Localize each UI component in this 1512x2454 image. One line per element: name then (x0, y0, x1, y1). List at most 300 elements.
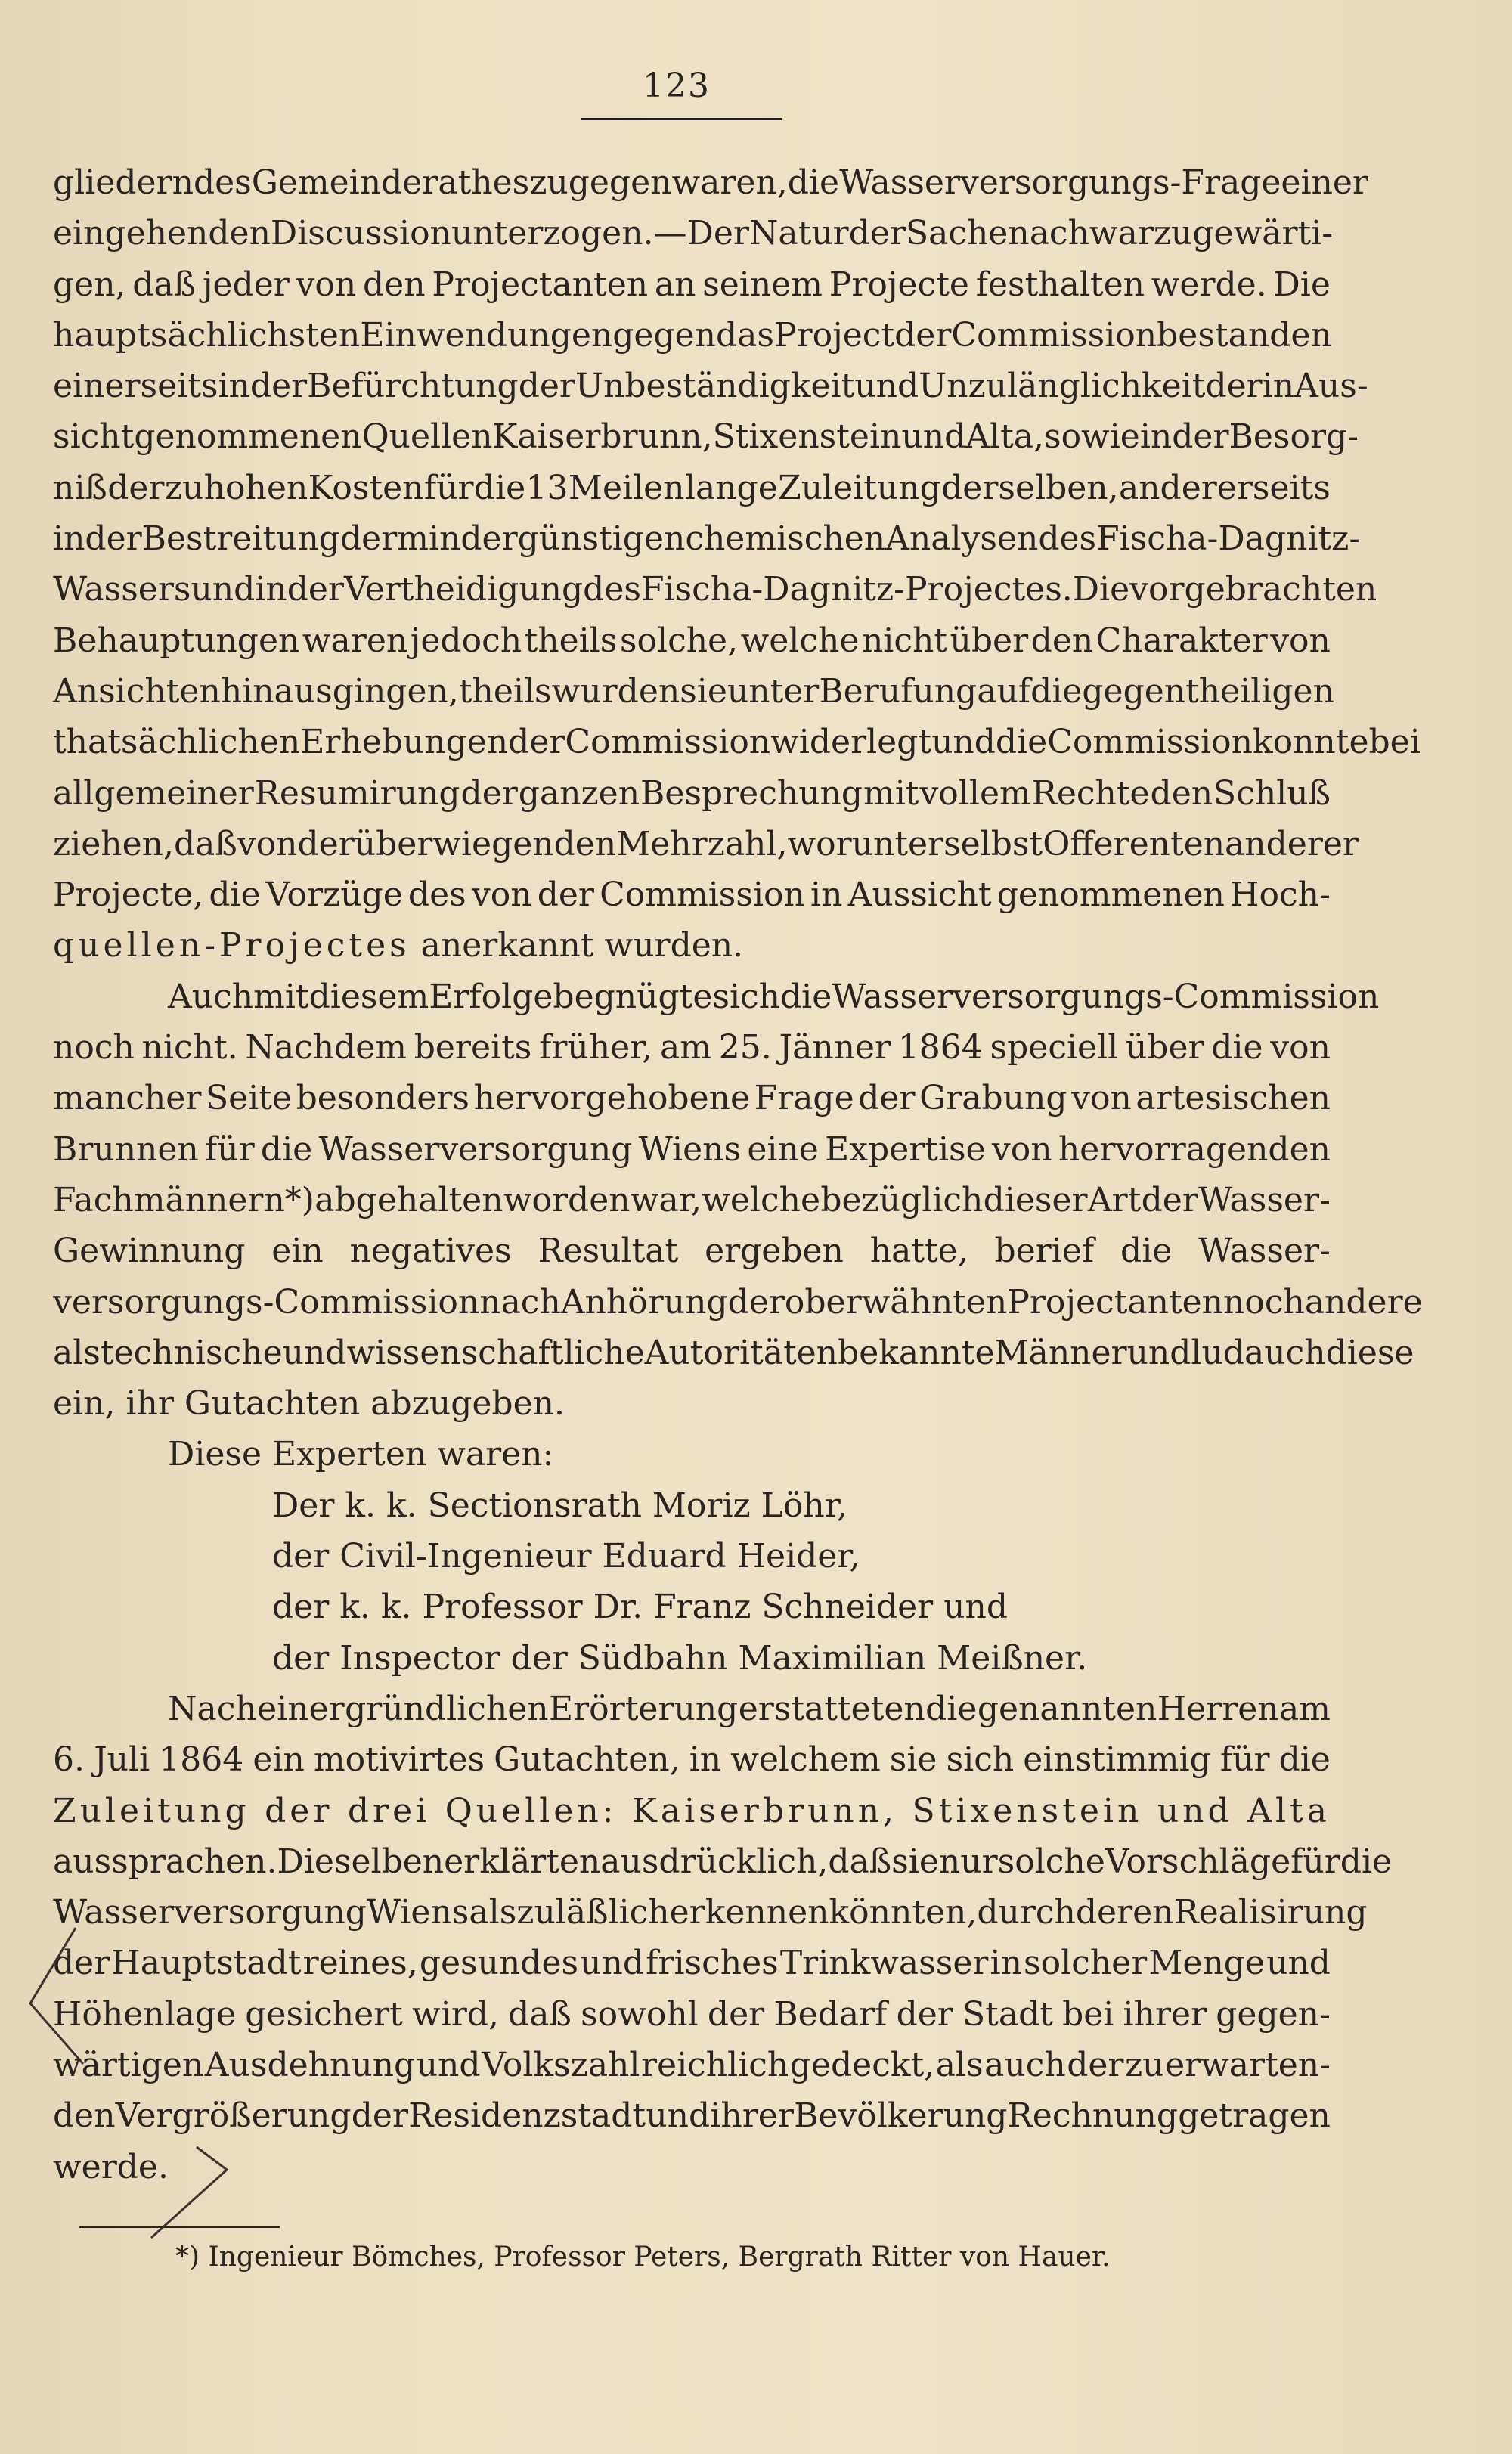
word: der (707, 1994, 765, 2034)
word: Grabung (919, 1079, 1067, 1118)
expert-entry: der Inspector der Südbahn Maximilian Meißner. (272, 1638, 1088, 1678)
word: Zuleitung (778, 468, 941, 507)
word: ganzen (518, 773, 640, 813)
word: Seite (205, 1079, 292, 1118)
word: thatsächlichen (53, 723, 301, 762)
word: wird, (412, 1994, 499, 2034)
word: sich (946, 1740, 1015, 1780)
word: welche (702, 1180, 821, 1219)
word: der (339, 519, 398, 559)
word: die (260, 1129, 313, 1169)
word: erklärten (444, 1842, 601, 1881)
word: und (1157, 1791, 1233, 1830)
word: Berufung (819, 671, 978, 711)
word: lange (684, 468, 778, 507)
word: an (654, 265, 696, 304)
word: Herren (1157, 1689, 1279, 1728)
word: als (53, 1333, 101, 1372)
text-line (53, 1175, 1331, 1225)
word: nicht (861, 621, 948, 660)
word: Kosten (308, 468, 424, 507)
text-line (53, 971, 1380, 1022)
word: versorgungs-Commission (53, 1282, 480, 1322)
word: Kaiserbrunn, (631, 1791, 898, 1830)
word: Art (1087, 1180, 1142, 1219)
word: Projecte, (53, 875, 204, 915)
word: diese (1325, 1333, 1414, 1372)
word: Hoch- (1230, 875, 1331, 915)
text-line (53, 666, 1334, 717)
word: Erörterung (549, 1689, 739, 1728)
word: in (1139, 417, 1173, 457)
word: Unzulänglichkeit (919, 367, 1206, 406)
word: sowie (1043, 417, 1140, 457)
word: und (901, 417, 966, 457)
word: Vorschläge (1105, 1842, 1291, 1881)
word: und (854, 367, 919, 406)
word: erkennen (669, 1893, 829, 1932)
word: Fischa-Dagnitz- (1096, 519, 1361, 559)
word: sich (712, 977, 780, 1016)
word: und (931, 723, 996, 762)
word: als (469, 1893, 517, 1932)
text-line (53, 819, 1359, 869)
word: vollem (919, 773, 1031, 813)
word: der (1141, 1180, 1198, 1219)
word: die (1030, 671, 1083, 711)
word: für (1290, 1842, 1340, 1881)
word: der (848, 214, 906, 253)
word: sie (889, 1740, 937, 1780)
text-line (53, 361, 1368, 411)
word: gegen- (1216, 1994, 1331, 2034)
word: 13 (525, 468, 569, 507)
word: der (249, 367, 308, 406)
word: des (407, 875, 466, 915)
word: deren (1075, 1893, 1174, 1932)
word: Commission (600, 875, 805, 915)
word: Kaiserbrunn, (492, 417, 713, 457)
paragraph-1 (53, 157, 1421, 971)
word: die (473, 468, 526, 507)
word: sie (891, 1842, 939, 1881)
word: Wasser- (1198, 1232, 1331, 1271)
word: der (518, 367, 575, 406)
word: Residenzstadt (408, 2096, 646, 2136)
word: Trinkwasser (779, 1944, 989, 1983)
text-line (53, 1786, 1331, 1836)
word: wärtigen (53, 2045, 204, 2084)
word: Resumirung (254, 773, 460, 813)
word: festhalten (975, 265, 1145, 304)
word: seinem (702, 265, 823, 304)
word: bei (1368, 723, 1421, 762)
word: Discussion (270, 214, 451, 253)
word: daß (828, 1842, 892, 1881)
word: in (990, 1944, 1022, 1983)
word: einer (257, 1689, 345, 1728)
word: mancher (53, 1079, 202, 1118)
word: der (460, 773, 518, 813)
word: Project (774, 315, 895, 355)
word: Autoritäten (644, 1333, 838, 1372)
word: gen, (53, 265, 126, 304)
word: theils (524, 621, 618, 660)
word: Brunnen (53, 1129, 199, 1169)
word: auch (984, 2045, 1066, 2084)
word: gewärti- (1192, 214, 1334, 253)
word: bei (1062, 1994, 1114, 2034)
word: und (416, 2045, 481, 2084)
expert-entry: der Civil-Ingenieur Eduard Heider, (272, 1537, 860, 1576)
word: 1864 (897, 1028, 983, 1067)
word: Erhebungen (300, 723, 509, 762)
word: daß (174, 824, 237, 863)
word: günstigen (517, 519, 686, 559)
word: aussprachen. (53, 1842, 277, 1881)
word: Alta, (965, 417, 1044, 457)
word: zugegen (529, 163, 672, 202)
word: Besprechung (640, 773, 863, 813)
word: gegentheiligen (1082, 671, 1334, 711)
word: Fachmännern*) (53, 1180, 314, 1219)
word: Ausdehnung (204, 2045, 416, 2084)
word: und (282, 1333, 347, 1372)
word: Offerenten (1043, 824, 1225, 863)
word: Einwendungen (360, 315, 613, 355)
word: von (991, 1129, 1052, 1169)
word: Unbeständigkeit (575, 367, 855, 406)
word: der (351, 2096, 409, 2136)
word: Anhörung (560, 1282, 728, 1322)
expert-entry: Der k. k. Sectionsrath Moriz Löhr, (272, 1486, 847, 1525)
word: der (508, 723, 565, 762)
word: derselben, (941, 468, 1119, 507)
word: Aus- (1294, 367, 1368, 406)
word: Die (1072, 570, 1130, 609)
word: war (1089, 214, 1154, 253)
word: Nachdem (245, 1028, 407, 1067)
word: nach (479, 1282, 561, 1322)
word: getragen (1178, 2096, 1331, 2136)
text-fragment: anerkannt wurden. (410, 926, 744, 965)
word: unter (727, 671, 820, 711)
word: Bedarf (773, 1994, 888, 2034)
word: werde. (1151, 265, 1267, 304)
text-line (53, 1836, 1393, 1887)
word: Commission (1047, 723, 1253, 762)
word: chemischen (685, 519, 886, 559)
word: Männer (994, 1333, 1127, 1372)
text-line (53, 1124, 1331, 1175)
text-line (53, 157, 1368, 208)
word: das (716, 315, 774, 355)
word: Besorg- (1228, 417, 1359, 457)
word: Befürchtung (307, 367, 519, 406)
word: in (255, 570, 287, 609)
word: nach (1008, 214, 1089, 253)
word: 6. (53, 1740, 85, 1780)
word: die (1211, 1028, 1263, 1067)
word: Analysen (885, 519, 1039, 559)
word: besonders (296, 1079, 469, 1118)
word: anderer (1225, 824, 1359, 863)
word: über (950, 621, 1029, 660)
word: gesundes (419, 1944, 579, 1983)
text-line (53, 1734, 1331, 1785)
word: abgehalten (314, 1180, 503, 1219)
word: theils (458, 671, 552, 711)
word: Wasserversorgung (53, 1893, 367, 1932)
text-line (53, 1022, 1331, 1073)
word: Quellen: (445, 1791, 618, 1830)
word: Gemeinderathes (251, 163, 530, 202)
word: Realisirung (1173, 1893, 1368, 1932)
word: worden (503, 1180, 631, 1219)
word: solche, (619, 621, 739, 660)
word: speciell (990, 1028, 1119, 1067)
word: zu (1153, 214, 1193, 253)
word: gesichert (245, 1994, 403, 2034)
word: den (363, 265, 426, 304)
word: noch (53, 1028, 135, 1067)
page-number: 123 (643, 67, 711, 105)
word: Wasser- (1198, 1180, 1331, 1219)
word: solcher (1024, 1944, 1148, 1983)
text-line (53, 513, 1361, 564)
word: Stixenstein (912, 1791, 1143, 1830)
word: die (1340, 1842, 1393, 1881)
word: allgemeiner (53, 773, 254, 813)
text-line (53, 1073, 1331, 1123)
word: jeder (202, 265, 290, 304)
word: eingehenden (53, 214, 271, 253)
word: Zuleitung (53, 1791, 250, 1830)
word: Hauptstadt (111, 1944, 302, 1983)
word: die (1120, 1232, 1173, 1271)
word: reichlich (641, 2045, 789, 2084)
word: ein (271, 1232, 324, 1271)
word: Ansichten (53, 671, 221, 711)
word: Wasserversorgungs-Commission (832, 977, 1380, 1016)
word: niß (53, 468, 107, 507)
word: Menge (1148, 1944, 1265, 1983)
word: Charakter (1095, 621, 1268, 660)
word: in (689, 1740, 722, 1780)
word: welche (740, 621, 860, 660)
word: Der (686, 214, 749, 253)
word: ihrer (710, 2096, 794, 2136)
page-number-rule (581, 118, 782, 120)
word: technische (100, 1333, 283, 1372)
word: für (423, 468, 474, 507)
word: lud (1191, 1333, 1244, 1372)
word: frisches (646, 1944, 779, 1983)
word: dieser (983, 1180, 1088, 1219)
word: bestanden (1157, 315, 1332, 355)
word: der (858, 1079, 916, 1118)
word: des (1038, 519, 1097, 559)
spaced-term: quellen-Projectes (53, 926, 411, 965)
text-line (53, 310, 1331, 361)
word: Resultat (538, 1232, 679, 1271)
word: die (995, 723, 1048, 762)
word: als (935, 2045, 984, 2084)
word: Die (1273, 265, 1331, 304)
word: einstimmig (1023, 1740, 1211, 1780)
word: auf (977, 671, 1031, 711)
word: reines, (302, 1944, 418, 1983)
text-line-last: werde. (53, 2147, 169, 2186)
word: bezüglich (820, 1180, 984, 1219)
word: der (53, 1944, 110, 1983)
word: Projecte (829, 265, 969, 304)
word: Projectanten (1007, 1282, 1223, 1322)
word: von (1270, 621, 1331, 660)
word: die (780, 977, 832, 1016)
word: in (53, 519, 85, 559)
word: Quellen (361, 417, 493, 457)
text-line (53, 1225, 1331, 1276)
word: zuläßlich (516, 1893, 670, 1932)
word: der (1205, 367, 1263, 406)
word: widerlegt (770, 723, 932, 762)
word: für (1219, 1740, 1270, 1780)
text-line (53, 1684, 1331, 1734)
word: wurden (551, 671, 680, 711)
word: Wiens (366, 1893, 469, 1932)
word: daß (508, 1994, 572, 2034)
word: sicht (53, 417, 135, 457)
text-line (53, 1328, 1414, 1378)
word: überwiegenden (354, 824, 617, 863)
word: den (1150, 773, 1213, 813)
word: minder (397, 519, 518, 559)
word: in (1262, 367, 1295, 406)
word: hatte, (869, 1232, 968, 1271)
word: und (191, 570, 256, 609)
text-line (53, 768, 1331, 819)
word: Vertheidigung (343, 570, 584, 609)
word: andererseits (1118, 468, 1331, 507)
word: sie (680, 671, 727, 711)
text-line (53, 717, 1421, 767)
word: andere (1304, 1282, 1423, 1322)
word: waren (302, 621, 408, 660)
word: vorgebrachten (1129, 570, 1377, 609)
word: ihrer (1123, 1994, 1207, 2034)
word: von (1071, 1079, 1132, 1118)
word: genommenen (996, 875, 1225, 915)
word: Expertise (825, 1129, 986, 1169)
word: der (265, 1791, 333, 1830)
text-line (53, 1277, 1423, 1328)
word: und (1126, 1333, 1191, 1372)
text-line (53, 208, 1334, 259)
word: Aussicht (847, 875, 992, 915)
word: hervorragenden (1058, 1129, 1331, 1169)
word: ein (253, 1740, 305, 1780)
word: genannten (977, 1689, 1157, 1728)
word: daß (132, 265, 197, 304)
word: ausdrücklich, (600, 1842, 829, 1881)
word: berief (994, 1232, 1095, 1271)
word: Schluß (1213, 773, 1331, 813)
word: gliedern (53, 163, 194, 202)
word: über (1125, 1028, 1204, 1067)
word: der (85, 519, 142, 559)
experts-section (53, 1429, 1331, 1683)
word: mit (253, 977, 309, 1016)
text-line (53, 615, 1331, 666)
word: die (787, 163, 840, 202)
word: Commission (951, 315, 1157, 355)
paragraph-2 (53, 971, 1423, 1430)
word: oberwähnten (784, 1282, 1008, 1322)
word: den (53, 2096, 116, 2136)
text-line (53, 463, 1331, 513)
word: waren, (671, 163, 788, 202)
word: bereits (414, 1028, 532, 1067)
word: auch (1244, 1333, 1326, 1372)
word: Dieselben (277, 1842, 445, 1881)
word: Behauptungen (53, 621, 300, 660)
text-line (53, 259, 1331, 310)
word: Gutachten, (494, 1740, 680, 1780)
word: Wasserversorgungs-Frage (839, 163, 1281, 202)
word: Fischa-Dagnitz-Projectes. (640, 570, 1073, 609)
word: Alta (1247, 1791, 1331, 1830)
left-bracket-stroke (30, 1928, 83, 2064)
footnote: *) Ingenieur Bömches, Professor Peters, Bergrath Ritter von Hauer. (175, 2242, 1111, 2273)
word: der (287, 570, 344, 609)
word: der (297, 824, 355, 863)
word: Auch (168, 977, 254, 1016)
word: hervorgehobene (473, 1079, 751, 1118)
word: für (205, 1129, 255, 1169)
word: Sache (905, 214, 1009, 253)
word: in (810, 875, 843, 915)
word: ergeben (705, 1232, 844, 1271)
word: der (894, 315, 952, 355)
word: Bestreitung (141, 519, 340, 559)
word: welchem (730, 1740, 881, 1780)
word: eine (747, 1129, 819, 1169)
word: am (1279, 1689, 1331, 1728)
word: früher, (539, 1028, 653, 1067)
word: diesem (308, 977, 429, 1016)
word: Rechnung (1007, 2096, 1178, 2136)
word: Jänner (779, 1028, 891, 1067)
word: nur (938, 1842, 998, 1881)
text-line (53, 869, 1331, 920)
body-text (53, 157, 1423, 2192)
word: Wassers (53, 570, 191, 609)
word: zu (1125, 2045, 1164, 2084)
word: noch (1223, 1282, 1305, 1322)
word: der (1172, 417, 1229, 457)
word: hohen (203, 468, 308, 507)
word: Nach (168, 1689, 257, 1728)
word: und (580, 1944, 645, 1983)
word: Natur (748, 214, 849, 253)
word: Wiens (638, 1129, 742, 1169)
word: solche (997, 1842, 1105, 1881)
word: in (218, 367, 250, 406)
word: war, (630, 1180, 702, 1219)
text-line (53, 564, 1377, 615)
word: den (1030, 621, 1094, 660)
